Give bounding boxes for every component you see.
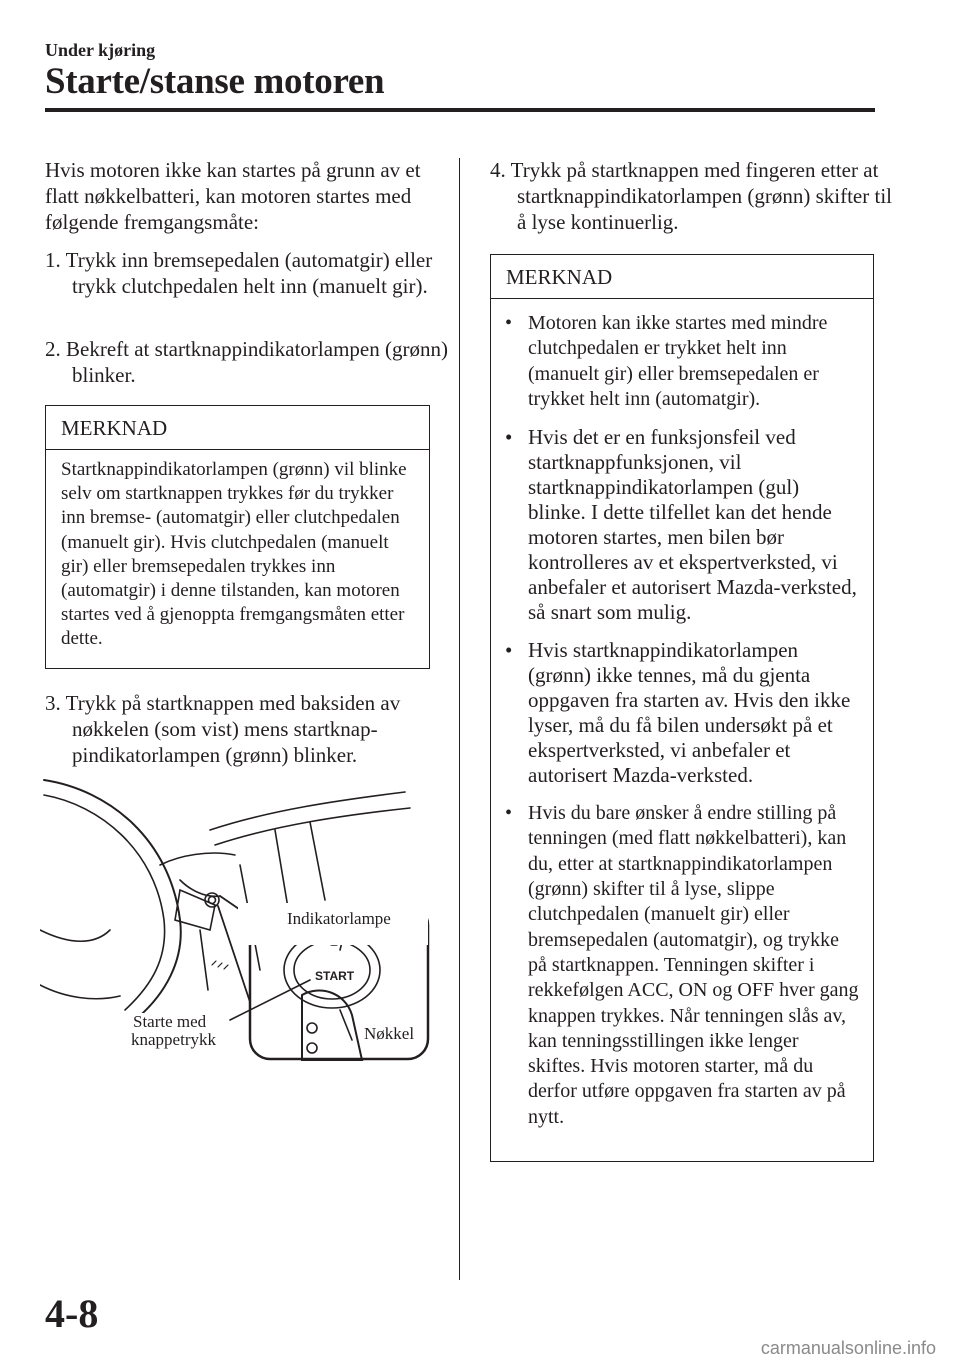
step-2: 2. Bekreft at startknappindikatorlampen (grønn) blinker. — [45, 337, 448, 387]
list-item-text: Hvis det er en funksjonsfeil ved startknappfunksjonen, vil startknappindikatorlampen (gul) blinke. I dette tilfellet kan det hende motoren startes, men bilen bør kontrolleres av et ekspertverksted, vi anbefaler et autorisert Mazda-verksted, så snart som mulig. — [528, 425, 857, 625]
list-item — [505, 311, 859, 412]
list-item — [505, 425, 859, 625]
watermark: carmanualsonline.info — [760, 1338, 936, 1358]
step-1: 1. Trykk inn bremsepedalen (automatgir) eller trykk clutchpedalen helt inn (manuelt gir). — [45, 248, 433, 298]
page-number: 4-8 — [45, 1291, 99, 1336]
note-box-left — [45, 405, 430, 669]
list-item — [505, 638, 859, 788]
step-3: 3. Trykk på startknappen med baksiden av nøkkelen (som vist) mens startknap-pindikatorlampen (grønn) blinker. — [45, 691, 401, 767]
list-item-text: Hvis du bare ønsker å endre stilling på tenningen (med flatt nøkkelbatteri), kan du, etter at startknappindikatorlampen (grønn) skifter til å lyse, slippe clutchpedalen (manuelt gir) eller bremsepedalen (automatgir), og trykke på startknappen. Tenningen skifter i rekkefølgen ACC, ON og OFF hver gang knappen trykkes. Når tenningen slås av, kan tenningsstillingen ikke lenger skiftes. Hvis motoren starter, må du derfor utføre oppgaven fra starten av på nytt. — [528, 802, 859, 1128]
header-rule — [45, 108, 875, 112]
note-text: Startknappindikatorlampen (grønn) vil blinke selv om startknappen trykkes før du trykker inn bremse- (automatgir) eller clutchpedalen (manuelt gir). Hvis clutchpedalen (manuelt gir) eller bremsepedalen trykkes inn (automatgir) i denne tilstanden, kan motoren startes ved å gjenoppta fremgangsmåten etter dette. — [61, 459, 407, 650]
intro-paragraph: Hvis motoren ikke kan startes på grunn av et flatt nøkkelbatteri, kan motoren startes med følgende fremgangsmåte: — [45, 158, 421, 234]
button-label: START — [315, 969, 355, 983]
bullet-icon: • — [505, 425, 513, 450]
bullet-icon: • — [505, 638, 513, 663]
note-heading: MERKNAD — [46, 406, 429, 450]
list-item-text: Motoren kan ikke startes med mindre clutchpedalen er trykket helt inn (manuelt gir) eller bremsepedalen er trykket helt inn (automatgir). — [528, 312, 828, 410]
note-heading: MERKNAD — [491, 255, 873, 299]
step-4: 4. Trykk på startknappen med fingeren etter at startknappindikatorlampen (grønn) skifter til å lyse kontinuerlig. — [490, 158, 892, 234]
start-label-line1: Starte med — [133, 1012, 207, 1031]
bullet-icon: • — [505, 312, 513, 334]
page-title: Starte/stanse motoren — [45, 61, 385, 102]
key-label: Nøkkel — [364, 1024, 415, 1043]
list-item — [505, 801, 859, 1130]
note-box-right — [490, 254, 874, 1162]
note-bullet-list — [491, 299, 873, 1130]
list-item-text: Hvis startknappindikatorlampen (grønn) ikke tennes, må du gjenta oppgaven fra starten av. Hvis den ikke lyser, må du få bilen undersøkt på et ekspertverksted, vi anbefaler et autorisert Mazda-verksted. — [528, 638, 851, 788]
bullet-icon: • — [505, 802, 513, 825]
start-label-line2: knappetrykk — [131, 1030, 216, 1049]
indicator-lamp-label: Indikatorlampe — [287, 909, 391, 928]
section-label: Under kjøring — [45, 40, 156, 60]
